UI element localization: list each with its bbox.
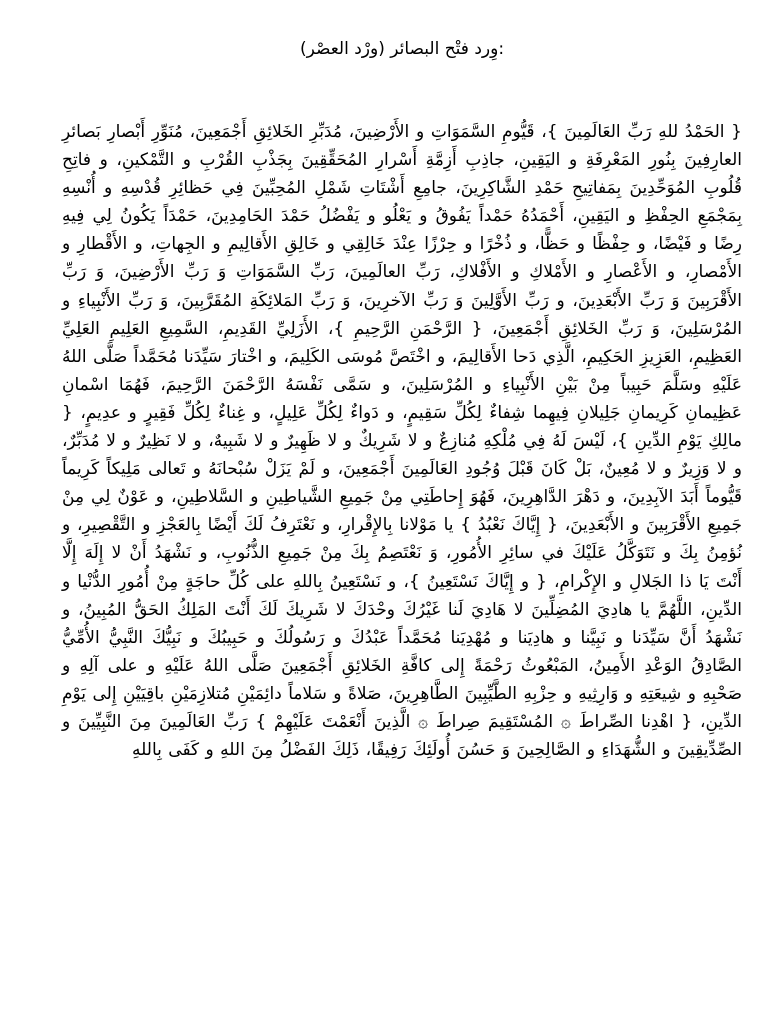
document-body-paragraph: { الحَمْدُ للهِ رَبِّ العَالَمِينَ }، قَيُّومِ السَّمَوَاتِ و الأَرْضِينَ، مُدَبِّرِ الخَلائِقِ أَجْمَعِينَ، مُنَوِّرِ أَبْصارِ بَصائرِ العارِفِينَ بِنُورِ المَعْرِفَةِ و اليَقِينِ، جاذِبِ أَزِمَّةِ أَسْرارِ المُحَقِّقِينَ بِجَذْبِ القُرْبِ و التَّمْكينِ، و فاتِحِ قُلُوبِ المُوَحِّدِينَ بِمَفاتِيحِ حَمْدِ الشَّاكِرِينَ، جامِعِ أَشْتَاتِ شَمْلِ المُحِبِّينَ فِي حَظائِرِ قُدْسِهِ و أُنْسِهِ بِمَجْمَعِ الحِفْظِ و اليَقِينِ، أَحْمَدُهُ حَمْداً يَفُوقُ و يَعْلُو و يَفْضُلُ حَمْدَ الحَامِدِينَ، حَمْدَاً يَكُونُ لِي فِيهِ رِضًا و فَيْضًا، و حِفْظًا و حَظًّا، و ذُخْرًا و حِرْزًا عِنْدَ خَالِقِي و خَالِقِ الأَقالِيمِ و الجِهاتِ، و الأَقْطارِ و الأَمْصارِ، و الأَعْصارِ و الأَمْلاكِ و الأَفْلاكِ، رَبِّ العالَمِينَ، رَبِّ السَّمَوَاتِ وَ رَبِّ الأَرْضِينَ، وَ رَبِّ الأَقْرَبِينَ وَ رَبِّ الأَبْعَدِينَ، و رَبِّ الأَوَّلِينَ وَ رَبِّ الآخرِينَ، وَ رَبِّ المَلائِكَةِ المُقَرَّبِينَ، وَ رَبِّ الأَنْبِياءِ و المُرْسَلِينَ، وَ رَبِّ الخَلائِقِ أَجْمَعِينَ، { الرَّحْمَنِ الرَّحِيمِ }، الأَزَلِيِّ القَدِيمِ، السَّمِيعِ العَلِيمِ العَلِيِّ العَظِيمِ، العَزِيزِ الحَكِيمِ، الَّذِي دَحا الأَقالِيمَ، و اخْتَصَّ مُوسَى الكَلِيمَ، و اخْتارَ سَيِّدَنا مُحَمَّداً صَلَّى اللهُ عَلَيْهِ وسَلَّمَ حَبِيباً مِنْ بَيْنِ الأَنْبِياءِ و المُرْسَلِينَ، و سَمَّى نَفْسَهُ الرَّحْمَنَ الرَّحِيمَ، فَهُمَا اسْمانِ عَظِيمانِ كَرِيمانِ جَلِيلانِ فِيهِما شِفاءٌ لِكُلِّ سَقِيمٍ، و دَواءٌ لِكُلِّ عَلِيلٍ، و غِناءٌ لِكُلِّ فَقِيرٍ و عدِيمٍ، { مالِكِ يَوْمِ الدِّينِ }، لَيْسَ لَهُ فِي مُلْكِهِ مُنازِعٌ و لا شَرِيكٌ و لا ظَهِيرٌ و لا شَبِيهٌ، و لا نَظِيرٌ و لا مُدَبِّرٌ، و لا وَزِيرٌ و لا مُعِينٌ، بَلْ كَانَ قَبْلَ وُجُودِ العَالَمِينَ أَجْمَعِينَ، و لَمْ يَزَلْ سُبْحانَهُ و تَعالى مَلِيكاً كَرِيماً قَيُّوماً أَبَدَ الآبِدِينَ، و دَهْرَ الدَّاهِرِينَ، فَهُوَ إِحاطَتِي مِنْ جَمِيعِ الشَّياطِينِ و السَّلاطِينِ، و عَوْنٌ لِي مِنْ جَمِيعِ الأَقْرَبِينَ و الأَبْعَدِينَ، { إِيَّاكَ نَعْبُدُ } يا مَوْلانا بِالإِقْرارِ، و نَعْتَرِفُ لَكَ أَيْضًا بِالعَجْزِ و التَّقْصِيرِ، و نُؤمِنُ بِكَ و نَتَوَكَّلُ عَلَيْكَ في سائِرِ الأُمُورِ، وَ نَعْتَصِمُ بِكَ مِنْ جَمِيعِ الذُّنُوبِ، و نَشْهَدُ أَنْ لا إِلَهَ إِلَّا أَنْتَ يَا ذا الجَلالِ و الإِكْرامِ، { و إِيَّاكَ نَسْتَعِينُ }، و نَسْتَعِينُ بِاللهِ على كُلِّ حاجَةٍ مِنْ أُمُورِ الدُّنْيا و الدِّينِ، اللَّهُمَّ يا هادِيَ المُضِلِّينَ لا هَادِيَ لَنا غَيْرُكَ وحْدَكَ لا شَرِيكَ لَكَ أَنْتَ المَلِكُ الحَقُّ المُبِينُ، و نَشْهَدُ أَنَّ سَيِّدَنا و نَبِيَّنا و هادِيَنا و مُهْدِيَنا مُحَمَّداً عَبْدُكَ و رَسُولُكَ و حَبِيبُكَ و نَبِيُّكَ النَّبِيُّ الأُمِّيُّ الصَّادِقُ الوَعْدِ الأَمِينُ، المَبْعُوثُ رَحْمَةً إِلى كافَّةِ الخَلائِقِ أَجْمَعِينَ صَلَّى اللهُ عَلَيْهِ و على آلِهِ و صَحْبِهِ و شِيعَتِهِ و وَارِثِيهِ و حِزْبِهِ الطَّيِّبِينَ الطَّاهِرِينَ، صَلاةً و سَلاماً دائِمَيْنِ مُتلازِمَيْنِ باقِيَيْنِ إِلى يَوْمِ الدِّينِ، { اهْدِنا الصِّراطَ ۞ المُسْتَقِيمَ صِراطَ ۞ الَّذِينَ أَنْعَمْتَ عَلَيْهِمْ } رَبِّ العَالَمِينَ مِنَ النَّبِيِّينَ و الصِّدِّيقِينَ و الشُّهَدَاءِ و الصَّالِحِينَ وَ حَسُنَ أُولَئِكَ رَفِيقًا، ذَلِكَ الفَضْلُ مِنَ اللهِ و كَفَى بِاللهِ bbox=[62, 122, 742, 761]
document-title: :وِرد فتْح البصائر (ورْد العصْر) bbox=[299, 39, 505, 59]
